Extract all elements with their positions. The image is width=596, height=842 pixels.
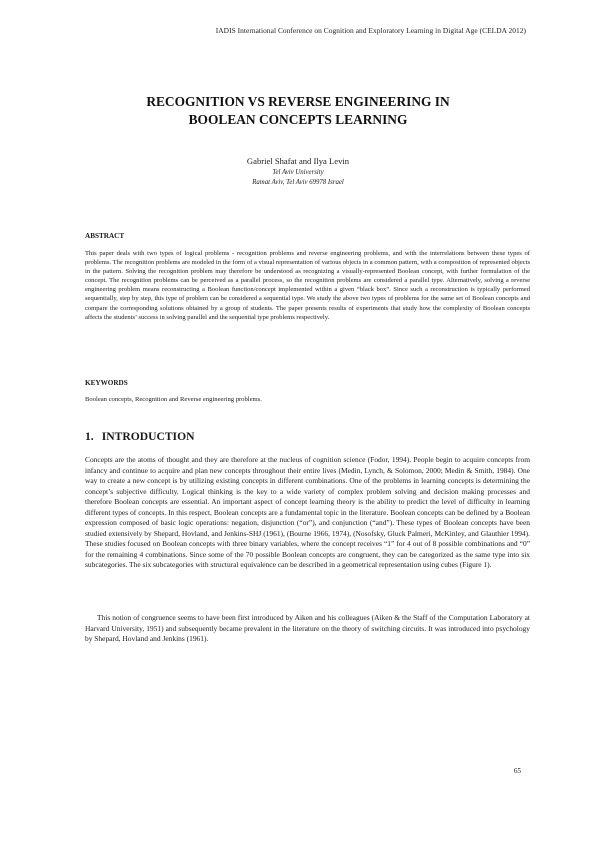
- page-number: 65: [513, 767, 521, 775]
- author-names: Gabriel Shafat and Ilya Levin: [246, 156, 350, 166]
- introduction-paragraph-1: Concepts are the atoms of thought and they are therefore at the nucleus of cognition science (Fodor, 1994). People begin to acquire concepts from infancy and continue to acquire and plan new concepts throughout their entire lives (Medin, Lynch, & Solomon, 2000; Medin & Smith, 1984). One way to create a new concept is by utilizing existing concepts in different combinations. One of the problems in learning concepts is determining the concept’s subjective difficulty. Logical thinking is the key to a wide variety of complex problem solving and decision making processes and therefore Boolean concepts are essential. An important aspect of concept learning theory is the ability to predict the level of difficulty in learning different types of concepts. In this respect, Boolean concepts are a fundamental topic in the literature. Boolean concepts can be defined by a Boolean expression composed of basic logic operations: negation, disjunction (“or”), and conjunction (“and”). These types of Boolean concepts have been studied extensively by Shepard, Hovland, and Jenkins-SHJ (1961), (Bourne 1966, 1974), (Nosofsky, Gluck Palmeri, McKinley, and Glauthier 1994). These studies focused on Boolean concepts with three binary variables, where the concept receives “1” for 4 out of 8 possible combinations and “0” for the remaining 4 combinations. Since some of the 70 possible Boolean concepts are congruent, they can be categorized as the same type into six subcategories. The six subcategories with structural equivalence can be described in a geometrical representation using cubes (Figure 1).: [85, 455, 530, 570]
- keywords-heading: KEYWORDS: [85, 379, 128, 387]
- section-number: 1.: [85, 430, 94, 443]
- paper-title-line-1: RECOGNITION VS REVERSE ENGINEERING IN: [146, 94, 450, 109]
- section-heading-introduction: [85, 430, 194, 444]
- section-title: INTRODUCTION: [101, 430, 195, 443]
- abstract-text: This paper deals with two types of logical problems - recognition problems and reverse engineering problems, and with the interrelations between these types of problems. The recognition problems are modeled in the form of a visual representation of various objects in a common pattern, with a composition of represented objects in the pattern. Solving the recognition problem may therefore be understood as recognizing a visually-represented Boolean concept, with further formulation of the concept. The recognition problems can be perceived as a parallel process, so the recognition problems are considered a parallel type. Alternatively, solving a reverse engineering problem means reconstructing a Boolean function/concept implemented within a given “black box”. Since such a reconstruction is typically performed sequentially, step by step, this type of problem can be considered a sequential type. We study the above two types of problems for the same set of Boolean concepts and compare the corresponding solutions obtained by a group of students. The paper presents results of experiments that study how the complexity of Boolean concepts affects the students’ success in solving parallel and the sequential type problems respectively.: [85, 250, 530, 321]
- abstract-heading: ABSTRACT: [85, 232, 125, 240]
- introduction-paragraph-2: This notion of congruence seems to have been first introduced by Aiken and his colleagues (Aiken & the Staff of the Computation Laboratory at Harvard University, 1951) and subsequently became prevalent in the literature on the theory of switching circuits. It was introduced into psychology by Shepard, Hovland and Jenkins (1961).: [85, 613, 530, 644]
- author-address: Ramat Aviv, Tel Aviv 69978 Israel: [252, 179, 344, 186]
- author-affiliation: Tel Aviv University: [272, 169, 324, 176]
- paper-title: [0, 93, 596, 129]
- paper-title-line-2: BOOLEAN CONCEPTS LEARNING: [188, 112, 408, 127]
- running-header: IADIS International Conference on Cognition and Exploratory Learning in Digital Age (CELDA 2012): [215, 26, 526, 35]
- keywords-text: Boolean concepts, Recognition and Reverse engineering problems.: [85, 396, 262, 403]
